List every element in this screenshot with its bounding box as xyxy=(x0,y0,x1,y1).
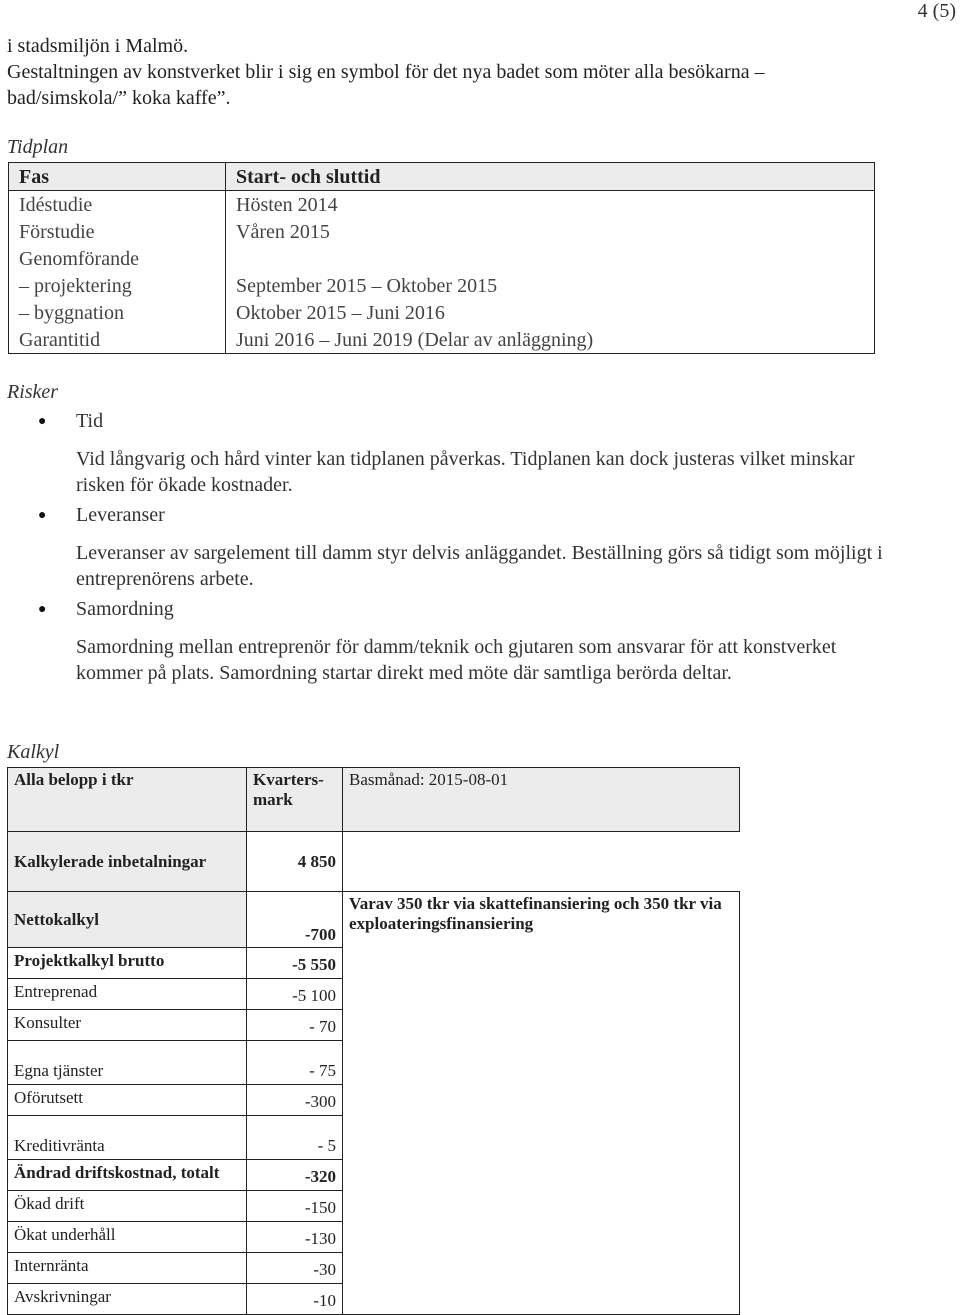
risk-label: Tid xyxy=(76,410,104,432)
tidplan-title: Tidplan xyxy=(7,136,69,158)
kalkyl-table xyxy=(7,767,740,1315)
kalkyl-row-value: -150 xyxy=(247,1191,343,1222)
inbetalningar-value: 4 850 xyxy=(247,832,343,892)
table-row xyxy=(9,191,875,219)
tidplan-cell: Garantitid xyxy=(9,326,226,354)
tidplan-cell: Genomförande xyxy=(9,245,226,272)
list-item xyxy=(38,596,898,686)
tidplan-cell: September 2015 – Oktober 2015 xyxy=(226,272,875,299)
kalkyl-row-value: -5 550 xyxy=(247,948,343,979)
list-item xyxy=(38,502,898,592)
kalkyl-row-label: Ändrad driftskostnad, totalt xyxy=(8,1160,247,1191)
tidplan-header-tid: Start- och sluttid xyxy=(226,163,875,191)
intro-paragraph xyxy=(7,33,907,111)
kalkyl-row-value: -10 xyxy=(247,1284,343,1315)
kalkyl-table-wrap xyxy=(7,767,740,1315)
tidplan-cell: Idéstudie xyxy=(9,191,226,219)
bullet-icon: ● xyxy=(38,414,47,429)
tidplan-cell: Oktober 2015 – Juni 2016 xyxy=(226,299,875,326)
tidplan-header-fas: Fas xyxy=(9,163,226,191)
tidplan-cell xyxy=(226,245,875,272)
bullet-icon: ● xyxy=(38,508,47,523)
kalkyl-row-value: -300 xyxy=(247,1085,343,1116)
kalkyl-header-col2: Kvarters-mark xyxy=(247,768,343,832)
risk-list xyxy=(38,408,898,690)
kalkyl-row-value: -130 xyxy=(247,1222,343,1253)
kalkyl-row-label: Kreditivränta xyxy=(8,1116,247,1160)
nettokalkyl-note: Varav 350 tkr via skattefinansiering och 350 tkr via exploateringsfinansiering xyxy=(343,892,740,1315)
nettokalkyl-value: -700 xyxy=(247,892,343,948)
kalkyl-title: Kalkyl xyxy=(7,741,60,763)
kalkyl-row-label: Avskrivningar xyxy=(8,1284,247,1315)
kalkyl-header-col1: Alla belopp i tkr xyxy=(8,768,247,832)
risk-label: Samordning xyxy=(76,598,174,620)
kalkyl-row-label: Konsulter xyxy=(8,1010,247,1041)
table-row xyxy=(9,245,875,272)
table-row xyxy=(8,892,740,948)
kalkyl-row-value: - 75 xyxy=(247,1041,343,1085)
kalkyl-row-label: Entreprenad xyxy=(8,979,247,1010)
kalkyl-row-label: Internränta xyxy=(8,1253,247,1284)
kalkyl-row-label: Oförutsett xyxy=(8,1085,247,1116)
tidplan-cell: Våren 2015 xyxy=(226,218,875,245)
kalkyl-row-value: -320 xyxy=(247,1160,343,1191)
tidplan-cell: Förstudie xyxy=(9,218,226,245)
kalkyl-header-col3: Basmånad: 2015-08-01 xyxy=(343,768,740,832)
bullet-icon: ● xyxy=(38,602,47,617)
page-number: 4 (5) xyxy=(917,0,956,22)
table-row xyxy=(9,272,875,299)
risk-text: Leveranser av sargelement till damm styr delvis anläggandet. Beställning görs så tidigt som möjligt i entreprenörens arbete. xyxy=(76,542,883,590)
kalkyl-row-label: Ökat underhåll xyxy=(8,1222,247,1253)
kalkyl-row-value: -5 100 xyxy=(247,979,343,1010)
intro-line-1: i stadsmiljön i Malmö. xyxy=(7,35,189,57)
tidplan-cell: Juni 2016 – Juni 2019 (Delar av anläggning) xyxy=(226,326,875,354)
inbetalningar-label: Kalkylerade inbetalningar xyxy=(8,832,247,892)
list-item xyxy=(38,408,898,498)
risker-title: Risker xyxy=(7,381,59,403)
nettokalkyl-label: Nettokalkyl xyxy=(8,892,247,948)
tidplan-cell: – projektering xyxy=(9,272,226,299)
kalkyl-header-row xyxy=(8,768,740,832)
intro-line-3: bad/simskola/” koka kaffe”. xyxy=(7,87,231,109)
kalkyl-row-value: - 70 xyxy=(247,1010,343,1041)
risk-text: Samordning mellan entreprenör för damm/teknik och gjutaren som ansvarar för att konstverket kommer på plats. Samordning startar direkt med möte där samtliga berörda deltar. xyxy=(76,636,837,684)
table-row xyxy=(8,832,740,892)
risk-label: Leveranser xyxy=(76,504,165,526)
intro-line-2: Gestaltningen av konstverket blir i sig en symbol för det nya badet som möter alla besökarna – xyxy=(7,61,765,83)
tidplan-table xyxy=(8,162,875,354)
risk-text: Vid långvarig och hård vinter kan tidplanen påverkas. Tidplanen kan dock justeras vilket minskar risken för ökade kostnader. xyxy=(76,448,855,496)
table-row xyxy=(9,299,875,326)
tidplan-cell: – byggnation xyxy=(9,299,226,326)
tidplan-cell: Hösten 2014 xyxy=(226,191,875,219)
table-row xyxy=(9,326,875,354)
kalkyl-row-value: - 5 xyxy=(247,1116,343,1160)
kalkyl-row-label: Ökad drift xyxy=(8,1191,247,1222)
table-row xyxy=(9,218,875,245)
kalkyl-row-value: -30 xyxy=(247,1253,343,1284)
kalkyl-row-label: Projektkalkyl brutto xyxy=(8,948,247,979)
tidplan-header-row xyxy=(9,163,875,191)
kalkyl-row-label: Egna tjänster xyxy=(8,1041,247,1085)
